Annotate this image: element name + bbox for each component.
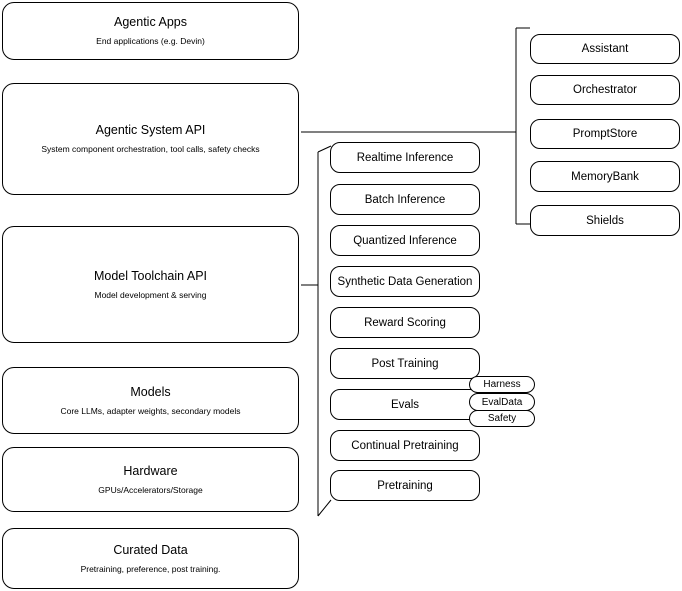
component-batch-inference[interactable]: Batch Inference xyxy=(330,184,480,215)
component-assistant[interactable]: Assistant xyxy=(530,34,680,64)
component-promptstore[interactable]: PromptStore xyxy=(530,119,680,149)
component-evals[interactable]: Evals xyxy=(330,389,480,420)
component-continual-pretraining[interactable]: Continual Pretraining xyxy=(330,430,480,461)
component-reward-scoring[interactable]: Reward Scoring xyxy=(330,307,480,338)
component-orchestrator[interactable]: Orchestrator xyxy=(530,75,680,105)
component-quantized-inference[interactable]: Quantized Inference xyxy=(330,225,480,256)
component-memorybank[interactable]: MemoryBank xyxy=(530,161,680,192)
component-eval-data[interactable]: EvalData xyxy=(469,393,535,411)
layer-subtitle: GPUs/Accelerators/Storage xyxy=(98,484,203,495)
layer-title: Model Toolchain API xyxy=(93,268,208,283)
component-realtime-inference[interactable]: Realtime Inference xyxy=(330,142,480,173)
layer-hardware[interactable] xyxy=(2,447,299,512)
layer-models[interactable] xyxy=(2,367,299,434)
layer-agentic-system-api[interactable] xyxy=(2,83,299,195)
layer-model-toolchain-api[interactable] xyxy=(2,226,299,343)
layer-subtitle: System component orchestration, tool calls, safety checks xyxy=(41,144,260,154)
component-pretraining[interactable]: Pretraining xyxy=(330,470,480,501)
layer-curated-data[interactable] xyxy=(2,528,299,589)
component-synthetic-data-generation[interactable]: Synthetic Data Generation xyxy=(330,266,480,297)
layer-subtitle: End applications (e.g. Devin) xyxy=(96,36,205,46)
layer-title: Models xyxy=(130,384,171,399)
component-eval-safety[interactable]: Safety xyxy=(469,410,535,427)
layer-subtitle: Pretraining, preference, post training. xyxy=(80,563,221,574)
component-shields[interactable]: Shields xyxy=(530,205,680,236)
layer-title: Hardware xyxy=(123,463,178,478)
layer-agentic-apps[interactable] xyxy=(2,2,299,60)
layer-title: Agentic System API xyxy=(95,123,206,137)
layer-subtitle: Model development & serving xyxy=(94,289,207,300)
layer-title: Agentic Apps xyxy=(114,15,187,29)
component-post-training[interactable]: Post Training xyxy=(330,348,480,379)
layer-title: Curated Data xyxy=(113,542,188,557)
component-eval-harness[interactable]: Harness xyxy=(469,376,535,393)
layer-subtitle: Core LLMs, adapter weights, secondary models xyxy=(60,405,241,416)
